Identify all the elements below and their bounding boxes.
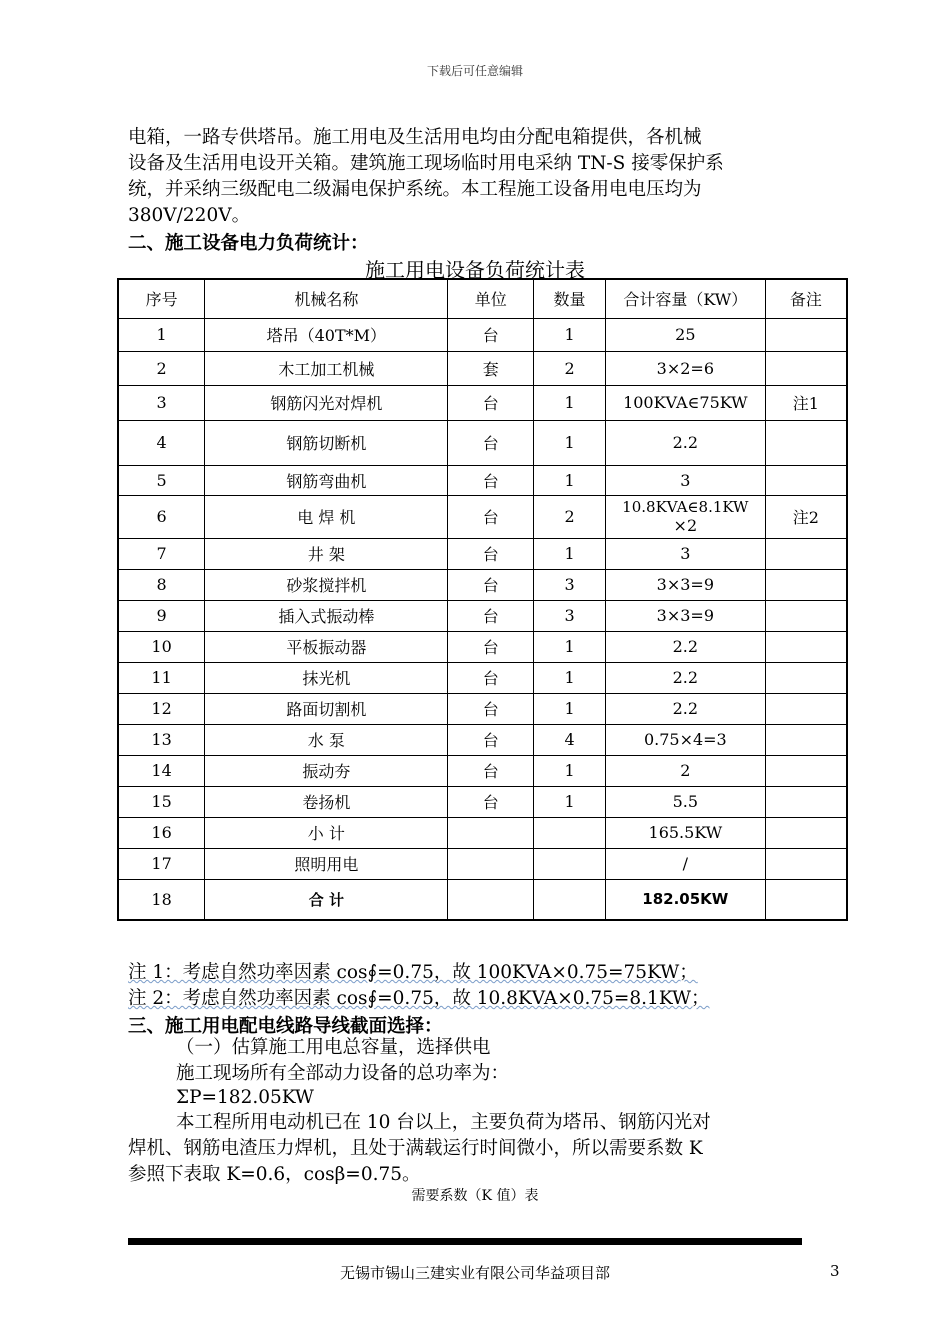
note-1-text: 注 1：考虑自然功率因素 cos∮=0.75，故 100KVA×0.75=75KW；: [128, 962, 698, 983]
intro-line: 统，并采纳三级配电二级漏电保护系统。本工程施工设备用电电压均为: [128, 179, 702, 200]
cell-name: 卷扬机: [205, 786, 448, 817]
cell-unit: 套: [448, 351, 534, 385]
cell-note: [765, 693, 847, 724]
cell-unit: [448, 848, 534, 879]
table-row: [118, 755, 847, 786]
table-row: [118, 631, 847, 662]
table-row: [118, 817, 847, 848]
header-cell: 数量: [534, 279, 606, 318]
cell-cap: 3: [605, 465, 765, 495]
cell-note: [765, 631, 847, 662]
cell-name: 钢筋闪光对焊机: [205, 385, 448, 420]
header-cell: 合计容量（KW）: [605, 279, 765, 318]
cell-unit: 台: [448, 318, 534, 351]
cell-note: [765, 351, 847, 385]
cell-cap: 3×3=9: [605, 600, 765, 631]
cell-qty: 1: [534, 631, 606, 662]
cell-cap: 2: [605, 755, 765, 786]
table-row: [118, 495, 847, 538]
cell-qty: 1: [534, 755, 606, 786]
cell-qty: 1: [534, 465, 606, 495]
page-number: 3: [830, 1262, 840, 1280]
section-2-heading: 二、施工设备电力负荷统计：: [128, 233, 369, 254]
cell-name: 电 焊 机: [205, 495, 448, 538]
cell-unit: [448, 817, 534, 848]
cell-unit: 台: [448, 385, 534, 420]
cell-cap: /: [605, 848, 765, 879]
cell-qty: 1: [534, 662, 606, 693]
cell-unit: 台: [448, 755, 534, 786]
cell-cap: 2.2: [605, 420, 765, 465]
cell-cap: 3: [605, 538, 765, 569]
cell-qty: 3: [534, 569, 606, 600]
cell-note: [765, 600, 847, 631]
cell-no: 7: [118, 538, 205, 569]
table-row: [118, 724, 847, 755]
table-row: [118, 662, 847, 693]
cell-unit: 台: [448, 631, 534, 662]
table-row: [118, 569, 847, 600]
cell-cap: [605, 495, 765, 538]
cell-no: 5: [118, 465, 205, 495]
cell-name: 井 架: [205, 538, 448, 569]
header-cell: 备注: [765, 279, 847, 318]
cell-no: 8: [118, 569, 205, 600]
table-row: [118, 318, 847, 351]
cell-note: [765, 879, 847, 920]
header-note: 下载后可任意编辑: [426, 64, 523, 78]
cell-no: 18: [118, 879, 205, 920]
cell-unit: 台: [448, 538, 534, 569]
cell-cap: 3×3=9: [605, 569, 765, 600]
intro-line: 设备及生活用电设开关箱。建筑施工现场临时用电采纳 TN-S 接零保护系: [128, 153, 724, 174]
note-2: [128, 986, 710, 1012]
cell-note: [765, 420, 847, 465]
cell-unit: 台: [448, 420, 534, 465]
cell-qty: [534, 879, 606, 920]
note-1: [128, 960, 698, 986]
cell-no: 9: [118, 600, 205, 631]
cell-no: 10: [118, 631, 205, 662]
cell-qty: 1: [534, 538, 606, 569]
cell-qty: [534, 817, 606, 848]
sum-formula: ΣP=182.05KW: [176, 1087, 314, 1108]
cell-no: 17: [118, 848, 205, 879]
total-power-intro: 施工现场所有全部动力设备的总功率为：: [176, 1063, 510, 1084]
subsection-1: （一）估算施工用电总容量，选择供电: [176, 1037, 491, 1058]
cell-qty: 4: [534, 724, 606, 755]
cell-no: 12: [118, 693, 205, 724]
table-row: [118, 600, 847, 631]
cell-qty: 1: [534, 420, 606, 465]
cell-cap: 100KVA∈75KW: [605, 385, 765, 420]
cell-note: 注1: [765, 385, 847, 420]
cell-note: 注2: [765, 495, 847, 538]
cell-name: 照明用电: [205, 848, 448, 879]
table-row: [118, 786, 847, 817]
cell-unit: 台: [448, 600, 534, 631]
footer-company: 无锡市锡山三建实业有限公司华益项目部: [339, 1264, 610, 1282]
para-line: 焊机、钢筋电渣压力焊机，且处于满载运行时间微小，所以需要系数 K: [128, 1138, 703, 1159]
cell-unit: 台: [448, 495, 534, 538]
cell-note: [765, 786, 847, 817]
cell-cap: 2.2: [605, 693, 765, 724]
cell-unit: 台: [448, 786, 534, 817]
cell-no: 2: [118, 351, 205, 385]
cell-qty: 1: [534, 693, 606, 724]
cell-note: [765, 318, 847, 351]
cell-unit: 台: [448, 662, 534, 693]
cell-unit: 台: [448, 693, 534, 724]
cell-cap: 3×2=6: [605, 351, 765, 385]
cell-name: 木工加工机械: [205, 351, 448, 385]
cell-cap: 0.75×4=3: [605, 724, 765, 755]
cell-note: [765, 817, 847, 848]
para-line: 参照下表取 K=0.6，cosβ=0.75。: [128, 1164, 421, 1185]
cell-qty: 1: [534, 385, 606, 420]
table-row: [118, 465, 847, 495]
table-row: [118, 538, 847, 569]
cell-note: [765, 755, 847, 786]
cell-name: 抹光机: [205, 662, 448, 693]
para-line: 本工程所用电动机已在 10 台以上，主要负荷为塔吊、钢筋闪光对: [176, 1112, 711, 1133]
cell-note: [765, 538, 847, 569]
cell-name: 塔吊（40T*M）: [205, 318, 448, 351]
cell-note: [765, 569, 847, 600]
cell-no: 13: [118, 724, 205, 755]
table-row: [118, 848, 847, 879]
cell-no: 3: [118, 385, 205, 420]
cell-note: [765, 465, 847, 495]
intro-line: 电箱，一路专供塔吊。施工用电及生活用电均由分配电箱提供，各机械: [128, 127, 702, 148]
cell-note: [765, 724, 847, 755]
cell-name: 钢筋弯曲机: [205, 465, 448, 495]
cell-name: 钢筋切断机: [205, 420, 448, 465]
cell-name: 水 泵: [205, 724, 448, 755]
cell-name: 小 计: [205, 817, 448, 848]
cell-no: 16: [118, 817, 205, 848]
cell-no: 6: [118, 495, 205, 538]
cell-name: 路面切割机: [205, 693, 448, 724]
cell-cap: 5.5: [605, 786, 765, 817]
section-3-heading: 三、施工用电配电线路导线截面选择：: [128, 1016, 443, 1037]
cell-unit: 台: [448, 724, 534, 755]
cell-qty: 1: [534, 318, 606, 351]
header-cell: 序号: [118, 279, 205, 318]
cell-no: 15: [118, 786, 205, 817]
footer-rule: [128, 1238, 802, 1245]
table-row: [118, 420, 847, 465]
table-row: [118, 693, 847, 724]
cell-qty: 3: [534, 600, 606, 631]
cell-no: 1: [118, 318, 205, 351]
cell-unit: 台: [448, 465, 534, 495]
cell-note: [765, 662, 847, 693]
k-factor-paragraph: [128, 1110, 838, 1188]
cell-unit: 台: [448, 569, 534, 600]
table-title: 施工用电设备负荷统计表: [365, 258, 585, 282]
table-row: [118, 879, 847, 920]
header-cell: 机械名称: [205, 279, 448, 318]
cell-no: 11: [118, 662, 205, 693]
note-2-text: 注 2：考虑自然功率因素 cos∮=0.75，故 10.8KVA×0.75=8.1KW；: [128, 988, 710, 1009]
cell-name: 合 计: [205, 879, 448, 920]
cell-cap: 165.5KW: [605, 817, 765, 848]
table-row: [118, 351, 847, 385]
cell-qty: [534, 848, 606, 879]
cell-qty: 2: [534, 495, 606, 538]
cell-cap-line: ×2: [673, 516, 698, 535]
cell-cap: 25: [605, 318, 765, 351]
cell-name: 平板振动器: [205, 631, 448, 662]
k-table-caption: 需要系数（K 值）表: [411, 1188, 539, 1204]
table-header-row: [118, 279, 847, 318]
load-table: [117, 278, 848, 921]
cell-note: [765, 848, 847, 879]
cell-no: 14: [118, 755, 205, 786]
cell-name: 砂浆搅拌机: [205, 569, 448, 600]
cell-cap: 182.05KW: [605, 879, 765, 920]
cell-qty: 2: [534, 351, 606, 385]
intro-line: 380V/220V。: [128, 205, 251, 226]
cell-name: 插入式振动棒: [205, 600, 448, 631]
cell-qty: 1: [534, 786, 606, 817]
cell-name: 振动夯: [205, 755, 448, 786]
header-cell: 单位: [448, 279, 534, 318]
cell-cap: 2.2: [605, 662, 765, 693]
cell-unit: [448, 879, 534, 920]
table-row: [118, 385, 847, 420]
cell-cap-line: 10.8KVA∈8.1KW: [622, 498, 749, 516]
intro-paragraph: [128, 125, 838, 229]
cell-cap: 2.2: [605, 631, 765, 662]
cell-no: 4: [118, 420, 205, 465]
